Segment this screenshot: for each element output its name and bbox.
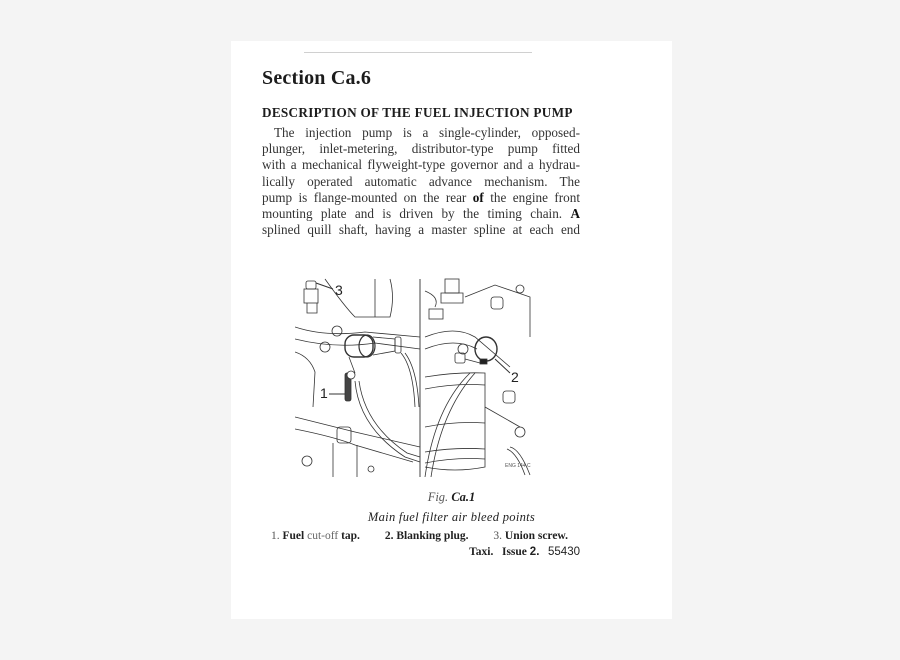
legend-item-union-screw: 3. Union screw. <box>493 530 568 542</box>
paragraph-line: mounting plate and is driven by the timing chain. A <box>262 205 580 221</box>
description-heading: DESCRIPTION OF THE FUEL INJECTION PUMP <box>262 105 573 120</box>
top-rule <box>304 52 532 53</box>
figure-label: Fig. Ca.1 <box>427 490 476 504</box>
paragraph-line: splined quill shaft, having a master spline at each end <box>262 222 580 238</box>
figure-legend <box>271 530 590 542</box>
document-page <box>231 41 672 619</box>
callout-2: 2 <box>511 369 519 385</box>
figure-reference-code: ENG 144 C <box>505 463 531 469</box>
page-footer: Taxi. Issue 2. 55430 <box>469 546 580 558</box>
paragraph-line: The injection pump is a single-cylinder, opposed- <box>274 125 580 140</box>
fuel-filter-diagram <box>295 277 535 477</box>
legend-item-fuel-cutoff-tap: 1. Fuel cut-off tap. <box>271 530 360 542</box>
description-paragraph <box>262 125 580 238</box>
paragraph-line: with a mechanical flyweight-type governor and a hydrau- <box>262 157 580 173</box>
section-title: Section Ca.6 <box>262 67 372 89</box>
paragraph-line: plunger, inlet-metering, distributor-type pump fitted <box>262 141 580 157</box>
callout-3: 3 <box>335 282 343 298</box>
paragraph-line: pump is flange-mounted on the rear of the engine front <box>262 189 581 205</box>
legend-item-blanking-plug: 2. Blanking plug. <box>384 530 469 542</box>
paragraph-line: lically operated automatic advance mechanism. The <box>262 173 580 189</box>
figure-caption: Main fuel filter air bleed points <box>367 510 536 524</box>
callout-1: 1 <box>320 385 328 401</box>
